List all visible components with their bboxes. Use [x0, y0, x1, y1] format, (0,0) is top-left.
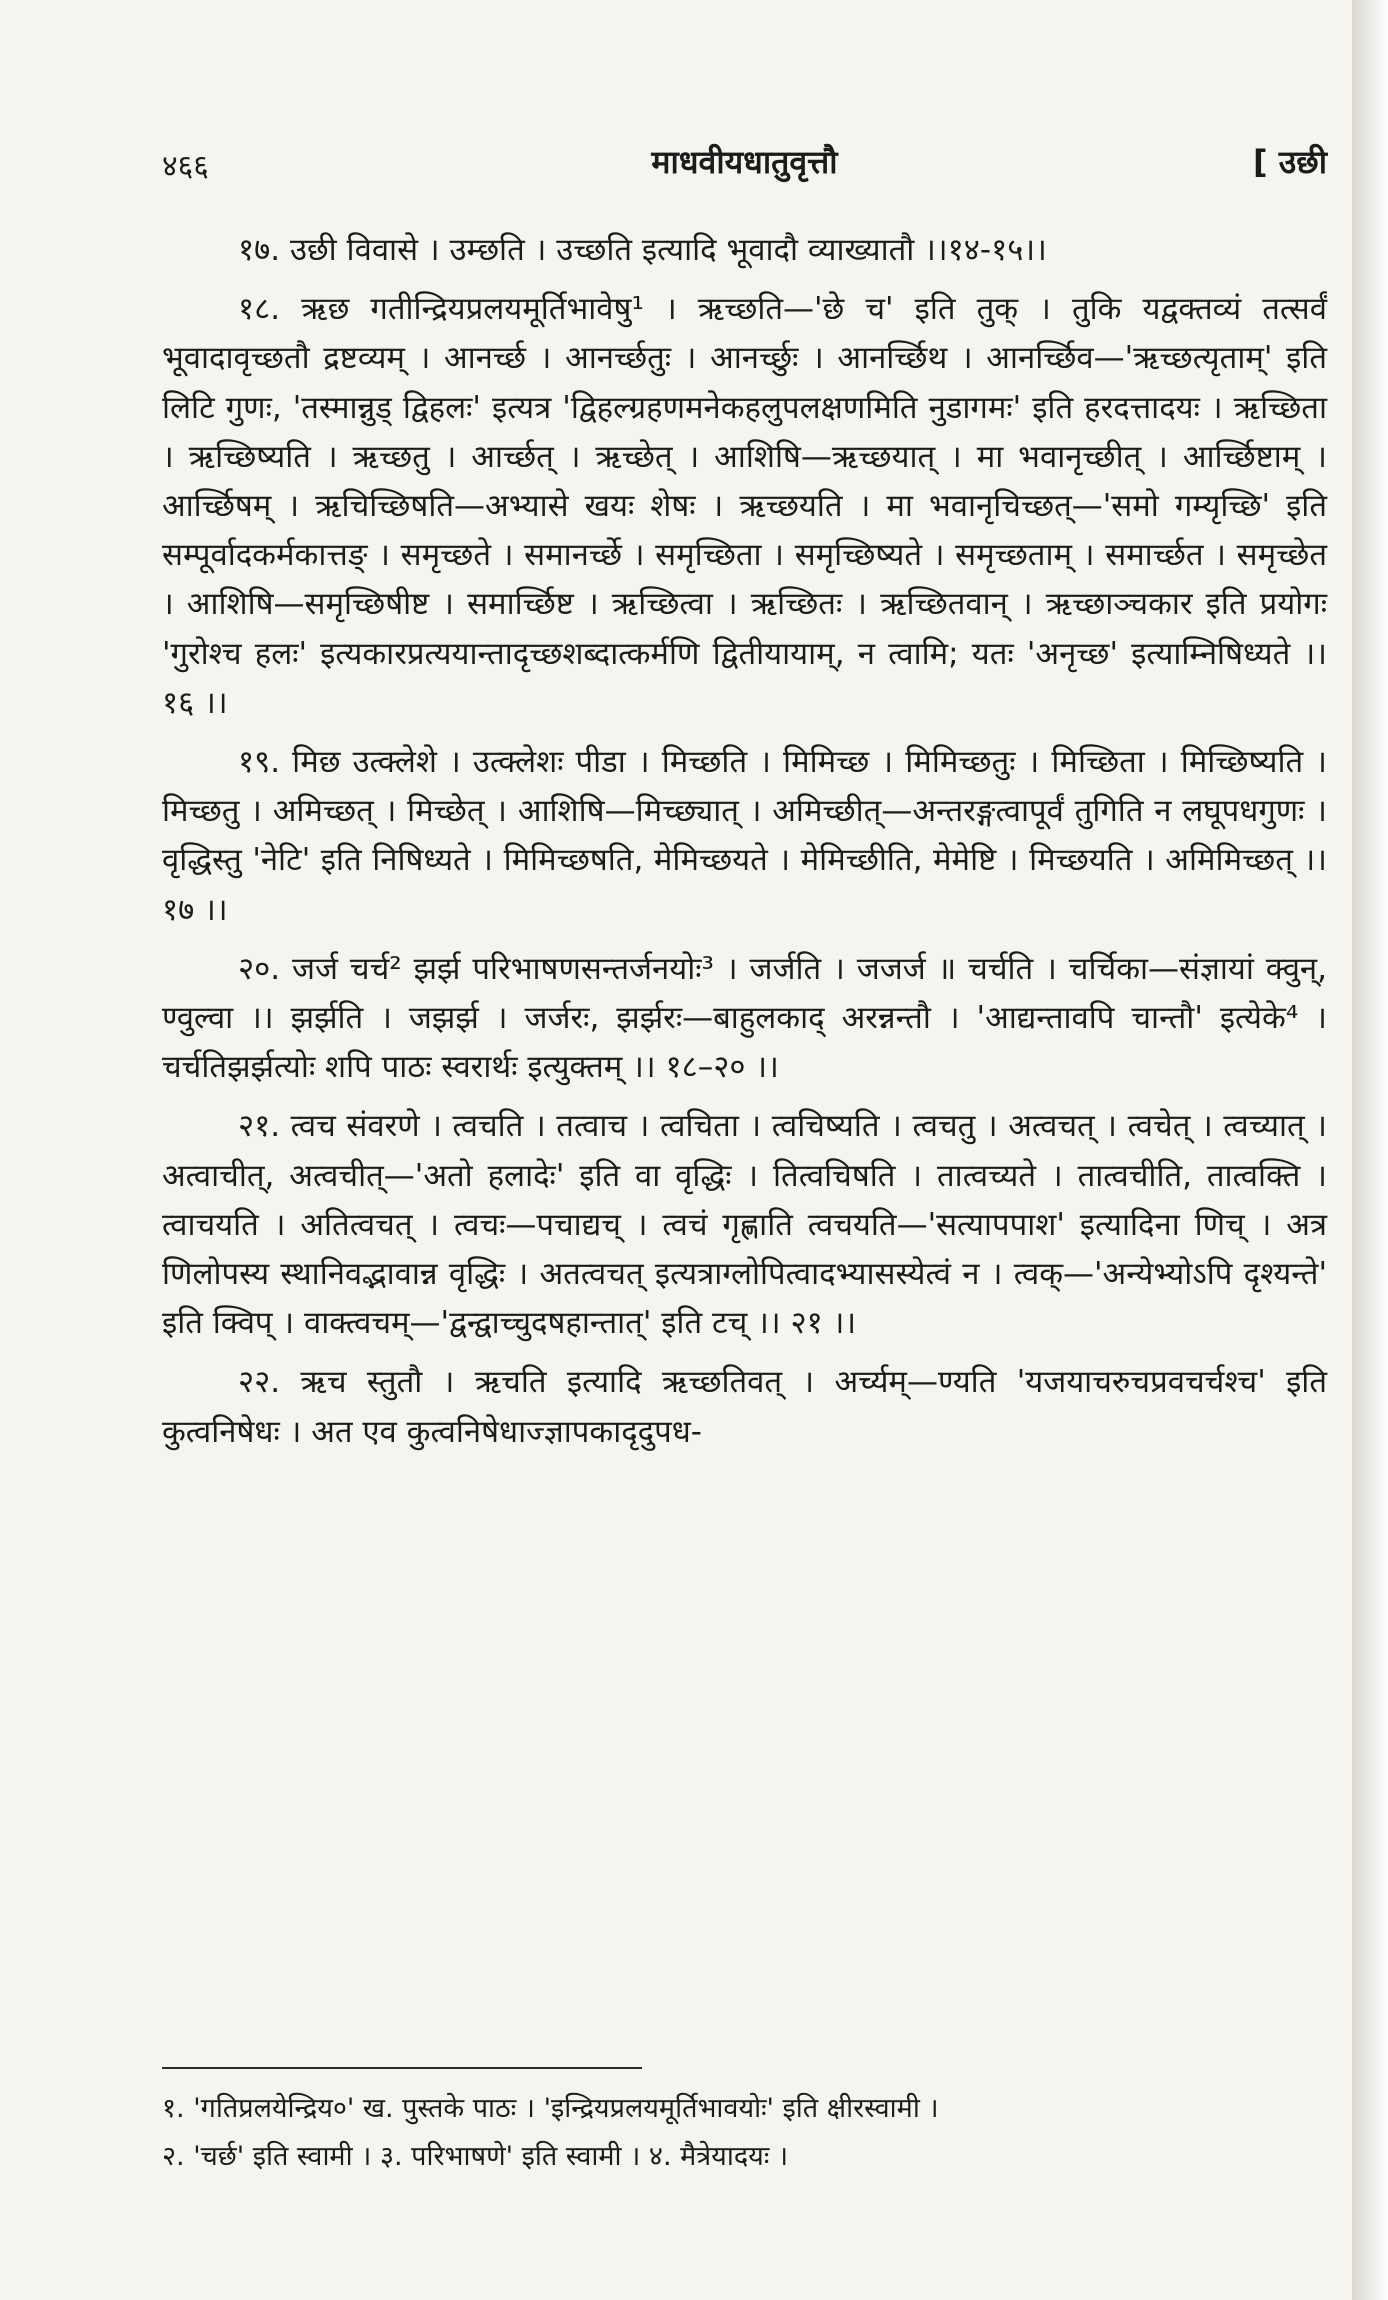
section-mark: [ उछी: [1252, 143, 1327, 181]
footnote-line: २. 'चर्छ' इति स्वामी । ३. परिभाषणे' इति स्वामी । ४. मैत्रेयादयः ।: [162, 2141, 789, 2172]
running-title: माधवीयधातुवृत्तौ: [651, 143, 838, 181]
main-text: [162, 226, 1327, 1467]
footnotes: [162, 2085, 1327, 2181]
page-edge-shadow: [1352, 0, 1388, 2300]
paragraph-18: १८. ऋछ गतीन्द्रियप्रलयमूर्तिभावेषु¹ । ऋच्छति—'छे च' इति तुक् । तुकि यद्वक्तव्यं तत्सर्वं भूवादावृच्छतौ द्रष्टव्यम् । आनर्च्छ । आनर्च्छतुः । आनर्च्छुः । आनर्च्छिथ । आनर्च्छिव—'ऋच्छत्यृताम्' इति लिटि गुणः, 'तस्मान्नुड् द्विहलः' इत्यत्र 'द्विहल्ग्रहणमनेकहलुपलक्षणमिति नुडागमः' इति हरदत्तादयः । ऋच्छिता । ऋच्छिष्यति । ऋच्छतु । आर्च्छत् । ऋच्छेत् । आशिषि—ऋच्छयात् । मा भवानृच्छीत् । आर्च्छिष्टाम् । आर्च्छिषम् । ऋचिच्छिषति—अभ्यासे खयः शेषः । ऋच्छयति । मा भवानृचिच्छत्—'समो गम्यृच्छि' इति सम्पूर्वादकर्मकात्तङ् । समृच्छते । समानर्च्छे । समृच्छिता । समृच्छिष्यते । समृच्छताम् । समार्च्छत । समृच्छेत । आशिषि—समृच्छिषीष्ट । समार्च्छिष्ट । ऋच्छित्वा । ऋच्छितः । ऋच्छितवान् । ऋच्छाञ्चकार इति प्रयोगः 'गुरोश्च हलः' इत्यकारप्रत्ययान्तादृच्छशब्दात्कर्मणि द्वितीयायाम्, न त्वामि; यतः 'अनृच्छ' इत्याम्निषिध्यते ।। १६ ।।: [162, 291, 1327, 721]
page-number: ४६६: [162, 149, 209, 184]
paragraph-21: २१. त्वच संवरणे । त्वचति । तत्वाच । त्वचिता । त्वचिष्यति । त्वचतु । अत्वचत् । त्वचेत् । त्वच्यात् । अत्वाचीत्, अत्वचीत्—'अतो हलादेः' इति वा वृद्धिः । तित्वचिषति । तात्वच्यते । तात्वचीति, तात्वक्ति । त्वाचयति । अतित्वचत् । त्वचः—पचाद्यच् । त्वचं गृह्णाति त्वचयति—'सत्यापपाश' इत्यादिना णिच् । अत्र णिलोपस्य स्थानिवद्भावान्न वृद्धिः । अतत्वचत् इत्यत्राग्लोपित्वादभ्यासस्येत्वं न । त्वक्—'अन्येभ्योऽपि दृश्यन्ते' इति क्विप् । वाक्त्वचम्—'द्वन्द्वाच्चुदषहान्तात्' इति टच् ।। २१ ।।: [162, 1108, 1327, 1342]
paragraph-20: २०. जर्ज चर्च² झर्झ परिभाषणसन्तर्जनयोः³ । जर्जति । जजर्ज ॥ चर्चति । चर्चिका—संज्ञायां क्वुन्, ण्वुल्वा ।। झर्झति । जझर्झ । जर्जरः, झर्झरः—बाहुलकाद् अरन्नन्तौ । 'आद्यन्तावपि चान्तौ' इत्येके⁴ । चर्चतिझर्झत्योः शपि पाठः स्वरार्थः इत्युक्तम् ।। १८–२० ।।: [162, 950, 1327, 1086]
paragraph-22: २२. ऋच स्तुतौ । ऋचति इत्यादि ऋच्छतिवत् । अर्च्यम्—ण्यति 'यजयाचरुचप्रवचर्चश्च' इति कुत्वनिषेधः । अत एव कुत्वनिषेधाज्ज्ञापकादृदुपध-: [162, 1364, 1327, 1450]
page-header: [162, 136, 1327, 196]
paragraph-19: १९. मिछ उत्क्लेशे । उत्क्लेशः पीडा । मिच्छति । मिमिच्छ । मिमिच्छतुः । मिच्छिता । मिच्छिष्यति । मिच्छतु । अमिच्छत् । मिच्छेत् । आशिषि—मिच्छ्यात् । अमिच्छीत्—अन्तरङ्गत्वापूर्वं तुगिति न लघूपधगुणः । वृद्धिस्तु 'नेटि' इति निषिध्यते । मिमिच्छषति, मेमिच्छयते । मेमिच्छीति, मेमेष्टि । मिच्छयति । अमिमिच्छत् ।। १७ ।।: [162, 744, 1327, 928]
paragraph-17: १७. उछी विवासे । उम्छति । उच्छति इत्यादि भूवादौ व्याख्यातौ ।।१४-१५।।: [238, 232, 1047, 268]
footnote-line: १. 'गतिप्रलयेन्द्रिय०' ख. पुस्तके पाठः । 'इन्द्रियप्रलयमूर्तिभावयोः' इति क्षीरस्वामी ।: [162, 2093, 939, 2124]
footnote-divider: [162, 2067, 642, 2069]
